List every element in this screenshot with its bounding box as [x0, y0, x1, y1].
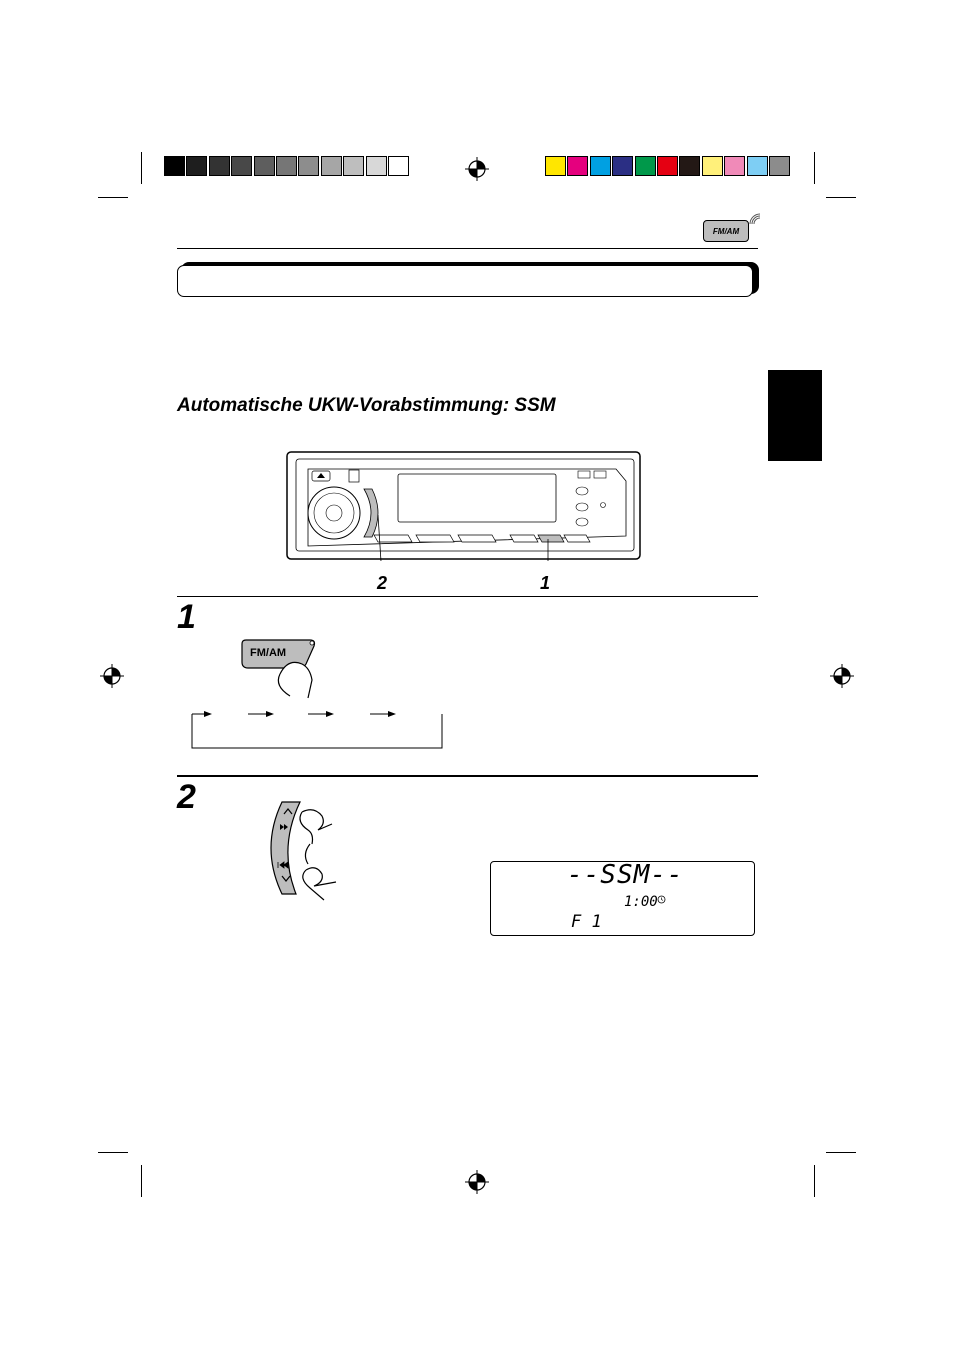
calibration-swatch — [657, 156, 678, 176]
fm-am-button-label: FM/AM — [250, 647, 287, 659]
lcd-main-text: --SSM-- — [567, 860, 684, 890]
calibration-swatch — [769, 156, 790, 176]
title-bar — [177, 265, 753, 297]
step-2-number: 2 — [177, 778, 196, 816]
calibration-swatch — [679, 156, 700, 176]
section-heading: Automatische UKW-Vorabstimmung: SSM — [177, 395, 556, 416]
registration-mark-icon — [830, 664, 854, 688]
calibration-swatch — [567, 156, 588, 176]
lcd-clock: 1:00 — [624, 894, 658, 910]
fm-am-section-icon — [703, 220, 749, 242]
crop-mark — [98, 197, 128, 198]
lcd-band-indicator: F 1 — [571, 912, 602, 932]
calibration-swatch — [209, 156, 230, 176]
registration-mark-icon — [465, 157, 489, 181]
calibration-swatch — [343, 156, 364, 176]
calibration-swatch — [590, 156, 611, 176]
calibration-swatch — [747, 156, 768, 176]
calibration-swatch — [298, 156, 319, 176]
registration-mark-icon — [465, 1170, 489, 1194]
language-side-tab — [768, 370, 822, 461]
band-cycle-diagram — [190, 706, 446, 750]
crop-mark — [141, 1165, 142, 1197]
registration-mark-icon — [100, 664, 124, 688]
calibration-swatch — [186, 156, 207, 176]
calibration-swatch — [164, 156, 185, 176]
calibration-swatch — [612, 156, 633, 176]
crop-mark — [98, 1152, 128, 1153]
up-down-rocker-press-illustration — [252, 798, 344, 902]
step-1-rule — [177, 596, 758, 597]
calibration-swatch — [545, 156, 566, 176]
crop-mark — [814, 1165, 815, 1197]
crop-mark — [826, 1152, 856, 1153]
header-rule — [177, 248, 758, 249]
fm-am-icon-label: FM/AM — [712, 226, 740, 236]
calibration-swatch — [366, 156, 387, 176]
calibration-swatch — [635, 156, 656, 176]
callout-number-2: 2 — [377, 573, 388, 593]
calibration-swatch — [388, 156, 409, 176]
crop-mark — [814, 152, 815, 184]
step-1-number: 1 — [177, 598, 196, 636]
clock-icon — [657, 895, 666, 904]
lcd-display — [490, 861, 755, 936]
crop-mark — [141, 152, 142, 184]
calibration-swatch — [231, 156, 252, 176]
fm-am-button-press-illustration — [238, 634, 328, 700]
calibration-swatch — [724, 156, 745, 176]
radio-wave-icon — [748, 212, 762, 226]
calibration-swatch — [702, 156, 723, 176]
calibration-swatch — [254, 156, 275, 176]
calibration-swatch — [321, 156, 342, 176]
step-2-rule — [177, 775, 758, 777]
crop-mark — [826, 197, 856, 198]
callout-number-1: 1 — [540, 573, 551, 593]
calibration-swatch — [276, 156, 297, 176]
car-stereo-panel-illustration — [286, 451, 642, 561]
